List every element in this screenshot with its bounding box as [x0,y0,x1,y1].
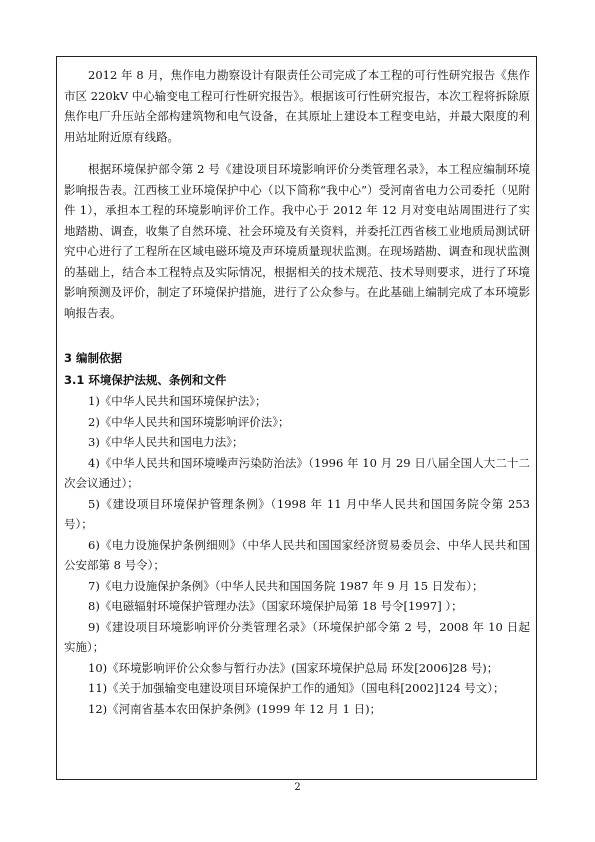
paragraph-eia-basis: 根据环境保护部令第 2 号《建设项目环境影响评价分类管理名录》，本工程应编制环境影响报告表。江西核工业环境保护中心（以下简称“我中心”）受河南省电力公司委托（见附件 1），承担本工程的环境影响评价工作。我中心于 2012 年 12 月对变电站周围进行了实地踏勘、调查，收集了自然环境、社会环境及有关资料，并委托江西省核工业地质局测试研究中心进行了工程所在区域电磁环境及声环境质量现状监测。在现场踏勘、调查和现状监测的基础上，结合本工程特点及实际情况，根据相关的技术规范、技术导则要求，进行了环境影响预测及评价，制定了环境保护措施，进行了公众参与。在此基础上编制完成了本环境影响报告表。 [64,162,530,320]
list-item: 11)《关于加强输变电建设项目环境保护工作的通知》（国电科[2002]124 号文）； [88,681,505,695]
list-item: 12)《河南省基本农田保护条例》(1999 年 12 月 1 日)； [88,701,382,716]
list-item: 9)《建设项目环境影响评价分类管理名录》（环境保护部令第 2 号，2008 年 10 日起实施）； [64,619,530,654]
page-number: 2 [294,782,301,793]
list-item: 10)《环境影响评价公众参与暂行办法》(国家环境保护总局 环发[2006]28 号)； [88,660,499,675]
subsection-heading: 3.1 环境保护法规、条例和文件 [64,373,227,387]
list-item: 7)《电力设施保护条例》（中华人民共和国国务院 1987 年 9 月 15 日发布）； [88,578,484,593]
list-item: 2)《中华人民共和国环境影响评价法》； [88,414,290,429]
section-heading: 3 编制依据 [64,351,123,365]
list-item: 3)《中华人民共和国电力法》； [88,435,244,449]
list-item: 5)《建设项目环境保护管理条例》（1998 年 11 月中华人民共和国国务院令第 253 号）； [64,496,530,531]
list-item: 1)《中华人民共和国环境保护法》； [88,394,267,408]
regulation-list [64,391,530,719]
document-frame [56,56,537,780]
list-item: 8)《电磁辐射环境保护管理办法》（国家环境保护局第 18 号令[1997] ）； [88,599,463,613]
list-item: 6)《电力设施保护条例细则》（中华人民共和国国家经济贸易委员会、中华人民共和国公安部第 8 号令）； [64,537,530,572]
document-content [64,65,530,719]
list-item: 4)《中华人民共和国环境噪声污染防治法》（1996 年 10 月 29 日八届全国人大二十二次会议通过）； [64,455,530,490]
paragraph-feasibility: 2012 年 8 月，焦作电力勘察设计有限责任公司完成了本工程的可行性研究报告《焦作市区 220kV 中心输变电工程可行性研究报告》。根据该可行性研究报告，本次工程将拆除原焦作电厂升压站全部构建筑物和电气设备，在其原址上建设本工程变电站，并最大限度的利用站址附近原有线路。 [64,68,530,144]
